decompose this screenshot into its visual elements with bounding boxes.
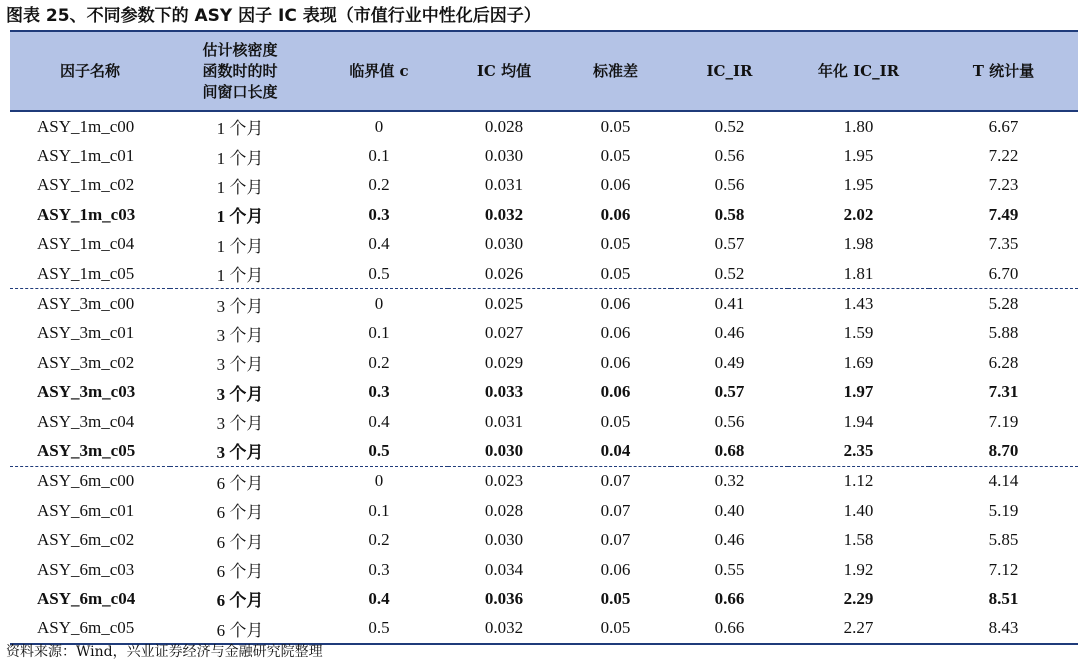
ic-ir-cell: 0.56 <box>714 411 745 431</box>
threshold-cell: 0.1 <box>368 146 390 166</box>
window-length-cell: 6 个月 <box>216 591 264 611</box>
table-row <box>10 259 1078 289</box>
std-cell: 0.07 <box>600 530 631 550</box>
factor-name-cell: ASY_3m_c03 <box>37 382 136 402</box>
factor-name-cell: ASY_1m_c00 <box>37 116 135 136</box>
t-stat-cell: 5.85 <box>988 530 1019 550</box>
ic-ir-cell: 0.57 <box>714 382 745 402</box>
threshold-cell: 0.4 <box>368 588 390 608</box>
threshold-cell: 0 <box>310 466 448 496</box>
ic-mean-cell: 0.030 <box>484 146 524 166</box>
table-row <box>10 289 1078 319</box>
annual-ic-ir-cell: 2.02 <box>843 204 874 224</box>
table-row <box>10 319 1078 348</box>
ic-ir-cell: 0.66 <box>671 614 788 644</box>
table-row <box>10 141 1078 170</box>
window-length-cell: 6 个月 <box>216 503 264 523</box>
annual-ic-ir-cell: 1.69 <box>843 352 874 372</box>
std-cell: 0.05 <box>600 588 631 608</box>
factor-name-cell: ASY_6m_c03 <box>37 559 135 579</box>
ic-mean-cell: 0.031 <box>484 411 524 431</box>
table-row <box>10 200 1078 229</box>
col-header-threshold: 临界值 c <box>310 31 448 111</box>
threshold-cell: 0.5 <box>310 614 448 644</box>
factor-name-cell: ASY_6m_c04 <box>37 588 136 608</box>
col-header-window-length <box>170 31 310 111</box>
std-cell: 0.05 <box>560 614 671 644</box>
std-cell: 0.06 <box>560 289 671 319</box>
annual-ic-ir-cell: 1.12 <box>788 466 929 496</box>
ic-mean-cell: 0.032 <box>448 614 560 644</box>
table-row <box>10 407 1078 436</box>
t-stat-cell: 7.23 <box>988 175 1019 195</box>
factor-name-cell: ASY_1m_c02 <box>37 175 135 195</box>
threshold-cell: 0.3 <box>368 382 390 402</box>
std-cell: 0.06 <box>600 559 631 579</box>
threshold-cell: 0 <box>310 289 448 319</box>
ic-ir-cell: 0.52 <box>714 263 745 283</box>
annual-ic-ir-cell: 1.98 <box>843 234 874 254</box>
annual-ic-ir-cell: 1.43 <box>788 289 929 319</box>
ic-ir-cell: 0.66 <box>714 588 745 608</box>
t-stat-cell: 7.22 <box>988 146 1019 166</box>
table-row <box>10 496 1078 525</box>
factor-name-cell: ASY_1m_c04 <box>37 234 135 254</box>
std-cell: 0.05 <box>600 263 631 283</box>
std-cell: 0.06 <box>600 175 631 195</box>
window-length-cell: 6 个月 <box>170 466 310 496</box>
window-length-cell: 3 个月 <box>216 443 264 463</box>
factor-name-cell: ASY_3m_c02 <box>37 352 135 372</box>
t-stat-cell: 6.67 <box>988 116 1019 136</box>
ic-mean-cell: 0.032 <box>484 204 524 224</box>
t-stat-cell: 5.19 <box>988 500 1019 520</box>
ic-mean-cell: 0.033 <box>484 382 524 402</box>
factor-name-cell: ASY_3m_c04 <box>37 411 135 431</box>
ic-mean-cell: 0.028 <box>484 500 524 520</box>
table-header-row <box>10 31 1078 111</box>
window-length-cell: 6 个月 <box>170 614 310 644</box>
t-stat-cell: 5.28 <box>929 289 1078 319</box>
threshold-cell: 0.5 <box>368 263 390 283</box>
window-length-cell: 3 个月 <box>216 325 264 345</box>
ic-mean-cell: 0.030 <box>484 234 524 254</box>
t-stat-cell: 4.14 <box>929 466 1078 496</box>
t-stat-cell: 7.19 <box>988 411 1019 431</box>
table-row <box>10 525 1078 554</box>
annual-ic-ir-cell: 1.95 <box>843 146 874 166</box>
ic-ir-cell: 0.49 <box>714 352 745 372</box>
threshold-cell: 0.2 <box>368 530 390 550</box>
window-length-cell: 1 个月 <box>216 148 264 168</box>
table-row <box>10 111 1078 141</box>
std-cell: 0.05 <box>600 411 631 431</box>
col-header-annual-ic-ir: 年化 IC_IR <box>788 31 929 111</box>
window-length-cell: 3 个月 <box>170 289 310 319</box>
ic-mean-cell: 0.034 <box>484 559 524 579</box>
window-length-cell: 1 个月 <box>216 177 264 197</box>
annual-ic-ir-cell: 2.27 <box>788 614 929 644</box>
ic-ir-cell: 0.56 <box>714 175 745 195</box>
t-stat-cell: 7.35 <box>988 234 1019 254</box>
ic-ir-cell: 0.41 <box>671 289 788 319</box>
ic-mean-cell: 0.026 <box>484 263 524 283</box>
table-body <box>10 111 1078 644</box>
col-header-ic-mean: IC 均值 <box>448 31 560 111</box>
annual-ic-ir-cell: 2.29 <box>843 588 874 608</box>
annual-ic-ir-cell: 1.80 <box>843 116 874 136</box>
window-length-cell: 1 个月 <box>216 266 264 286</box>
table-row <box>10 555 1078 584</box>
std-cell: 0.05 <box>600 116 631 136</box>
ic-ir-cell: 0.52 <box>714 116 745 136</box>
window-length-cell: 3 个月 <box>216 355 264 375</box>
window-length-cell: 6 个月 <box>216 532 264 552</box>
source-note: 资料来源：Wind，兴业证券经济与金融研究院整理 <box>6 644 323 660</box>
threshold-cell: 0.2 <box>368 175 390 195</box>
window-length-cell: 1 个月 <box>216 119 264 139</box>
t-stat-cell: 8.43 <box>929 614 1078 644</box>
table-row <box>10 436 1078 466</box>
ic-ir-cell: 0.40 <box>714 500 745 520</box>
ic-ir-cell: 0.46 <box>714 530 745 550</box>
t-stat-cell: 7.49 <box>988 204 1019 224</box>
std-cell: 0.07 <box>560 466 671 496</box>
col-header-ic-ir: IC_IR <box>671 31 788 111</box>
table-title: 图表 25、不同参数下的 ASY 因子 IC 表现（市值行业中性化后因子） <box>6 6 541 26</box>
col-header-window-length-text: 估计核密度 函数时的时 间窗口长度 <box>202 40 278 101</box>
col-header-t-stat: T 统计量 <box>929 31 1078 111</box>
threshold-cell: 0.5 <box>368 440 390 460</box>
threshold-cell: 0.4 <box>368 234 390 254</box>
annual-ic-ir-cell: 1.92 <box>843 559 874 579</box>
factor-name-cell: ASY_6m_c01 <box>37 500 135 520</box>
table-row <box>10 466 1078 496</box>
threshold-cell: 0.4 <box>368 411 390 431</box>
t-stat-cell: 8.70 <box>988 440 1019 460</box>
table-row <box>10 171 1078 200</box>
window-length-cell: 6 个月 <box>216 562 264 582</box>
annual-ic-ir-cell: 2.35 <box>843 440 874 460</box>
ic-mean-cell: 0.031 <box>484 175 524 195</box>
window-length-cell: 1 个月 <box>216 207 264 227</box>
ic-mean-cell: 0.027 <box>484 323 524 343</box>
factor-name-cell: ASY_1m_c05 <box>37 263 135 283</box>
window-length-cell: 3 个月 <box>216 414 264 434</box>
col-header-std: 标准差 <box>560 31 671 111</box>
threshold-cell: 0.1 <box>368 323 390 343</box>
col-header-factor-name: 因子名称 <box>10 31 170 111</box>
factor-name-cell: ASY_1m_c03 <box>37 204 136 224</box>
ic-mean-cell: 0.029 <box>484 352 524 372</box>
factor-name-cell: ASY_3m_c01 <box>37 323 135 343</box>
annual-ic-ir-cell: 1.40 <box>843 500 874 520</box>
ic-mean-cell: 0.030 <box>484 530 524 550</box>
std-cell: 0.06 <box>600 382 631 402</box>
t-stat-cell: 6.28 <box>988 352 1019 372</box>
threshold-cell: 0.2 <box>368 352 390 372</box>
window-length-cell: 1 个月 <box>216 236 264 256</box>
ic-ir-cell: 0.55 <box>714 559 745 579</box>
t-stat-cell: 8.51 <box>988 588 1019 608</box>
ic-ir-cell: 0.68 <box>714 440 745 460</box>
threshold-cell: 0.3 <box>368 204 390 224</box>
t-stat-cell: 6.70 <box>988 263 1019 283</box>
table-row <box>10 378 1078 407</box>
annual-ic-ir-cell: 1.97 <box>843 382 874 402</box>
factor-name-cell: ASY_3m_c05 <box>37 440 136 460</box>
annual-ic-ir-cell: 1.58 <box>843 530 874 550</box>
ic-ir-cell: 0.56 <box>714 146 745 166</box>
ic-mean-cell: 0.025 <box>448 289 560 319</box>
factor-name-cell: ASY_3m_c00 <box>10 289 170 319</box>
table-row <box>10 230 1078 259</box>
table-row <box>10 584 1078 613</box>
factor-name-cell: ASY_1m_c01 <box>37 146 135 166</box>
ic-ir-cell: 0.32 <box>671 466 788 496</box>
annual-ic-ir-cell: 1.81 <box>843 263 874 283</box>
ic-mean-cell: 0.030 <box>484 440 524 460</box>
annual-ic-ir-cell: 1.95 <box>843 175 874 195</box>
annual-ic-ir-cell: 1.59 <box>843 323 874 343</box>
std-cell: 0.07 <box>600 500 631 520</box>
std-cell: 0.04 <box>600 440 631 460</box>
t-stat-cell: 7.12 <box>988 559 1019 579</box>
t-stat-cell: 7.31 <box>988 382 1019 402</box>
ic-ir-cell: 0.58 <box>714 204 745 224</box>
std-cell: 0.06 <box>600 204 631 224</box>
threshold-cell: 0.1 <box>368 500 390 520</box>
ic-ir-cell: 0.46 <box>714 323 745 343</box>
std-cell: 0.06 <box>600 352 631 372</box>
ic-mean-cell: 0.028 <box>484 116 524 136</box>
threshold-cell: 0 <box>374 116 384 136</box>
ic-mean-cell: 0.036 <box>484 588 524 608</box>
ic-ir-cell: 0.57 <box>714 234 745 254</box>
std-cell: 0.05 <box>600 234 631 254</box>
factor-name-cell: ASY_6m_c05 <box>10 614 170 644</box>
table-row <box>10 348 1078 377</box>
std-cell: 0.06 <box>600 323 631 343</box>
factor-name-cell: ASY_6m_c02 <box>37 530 135 550</box>
t-stat-cell: 5.88 <box>988 323 1019 343</box>
std-cell: 0.05 <box>600 146 631 166</box>
ic-table <box>10 30 1078 645</box>
ic-mean-cell: 0.023 <box>448 466 560 496</box>
threshold-cell: 0.3 <box>368 559 390 579</box>
factor-name-cell: ASY_6m_c00 <box>10 466 170 496</box>
window-length-cell: 3 个月 <box>216 384 264 404</box>
annual-ic-ir-cell: 1.94 <box>843 411 874 431</box>
